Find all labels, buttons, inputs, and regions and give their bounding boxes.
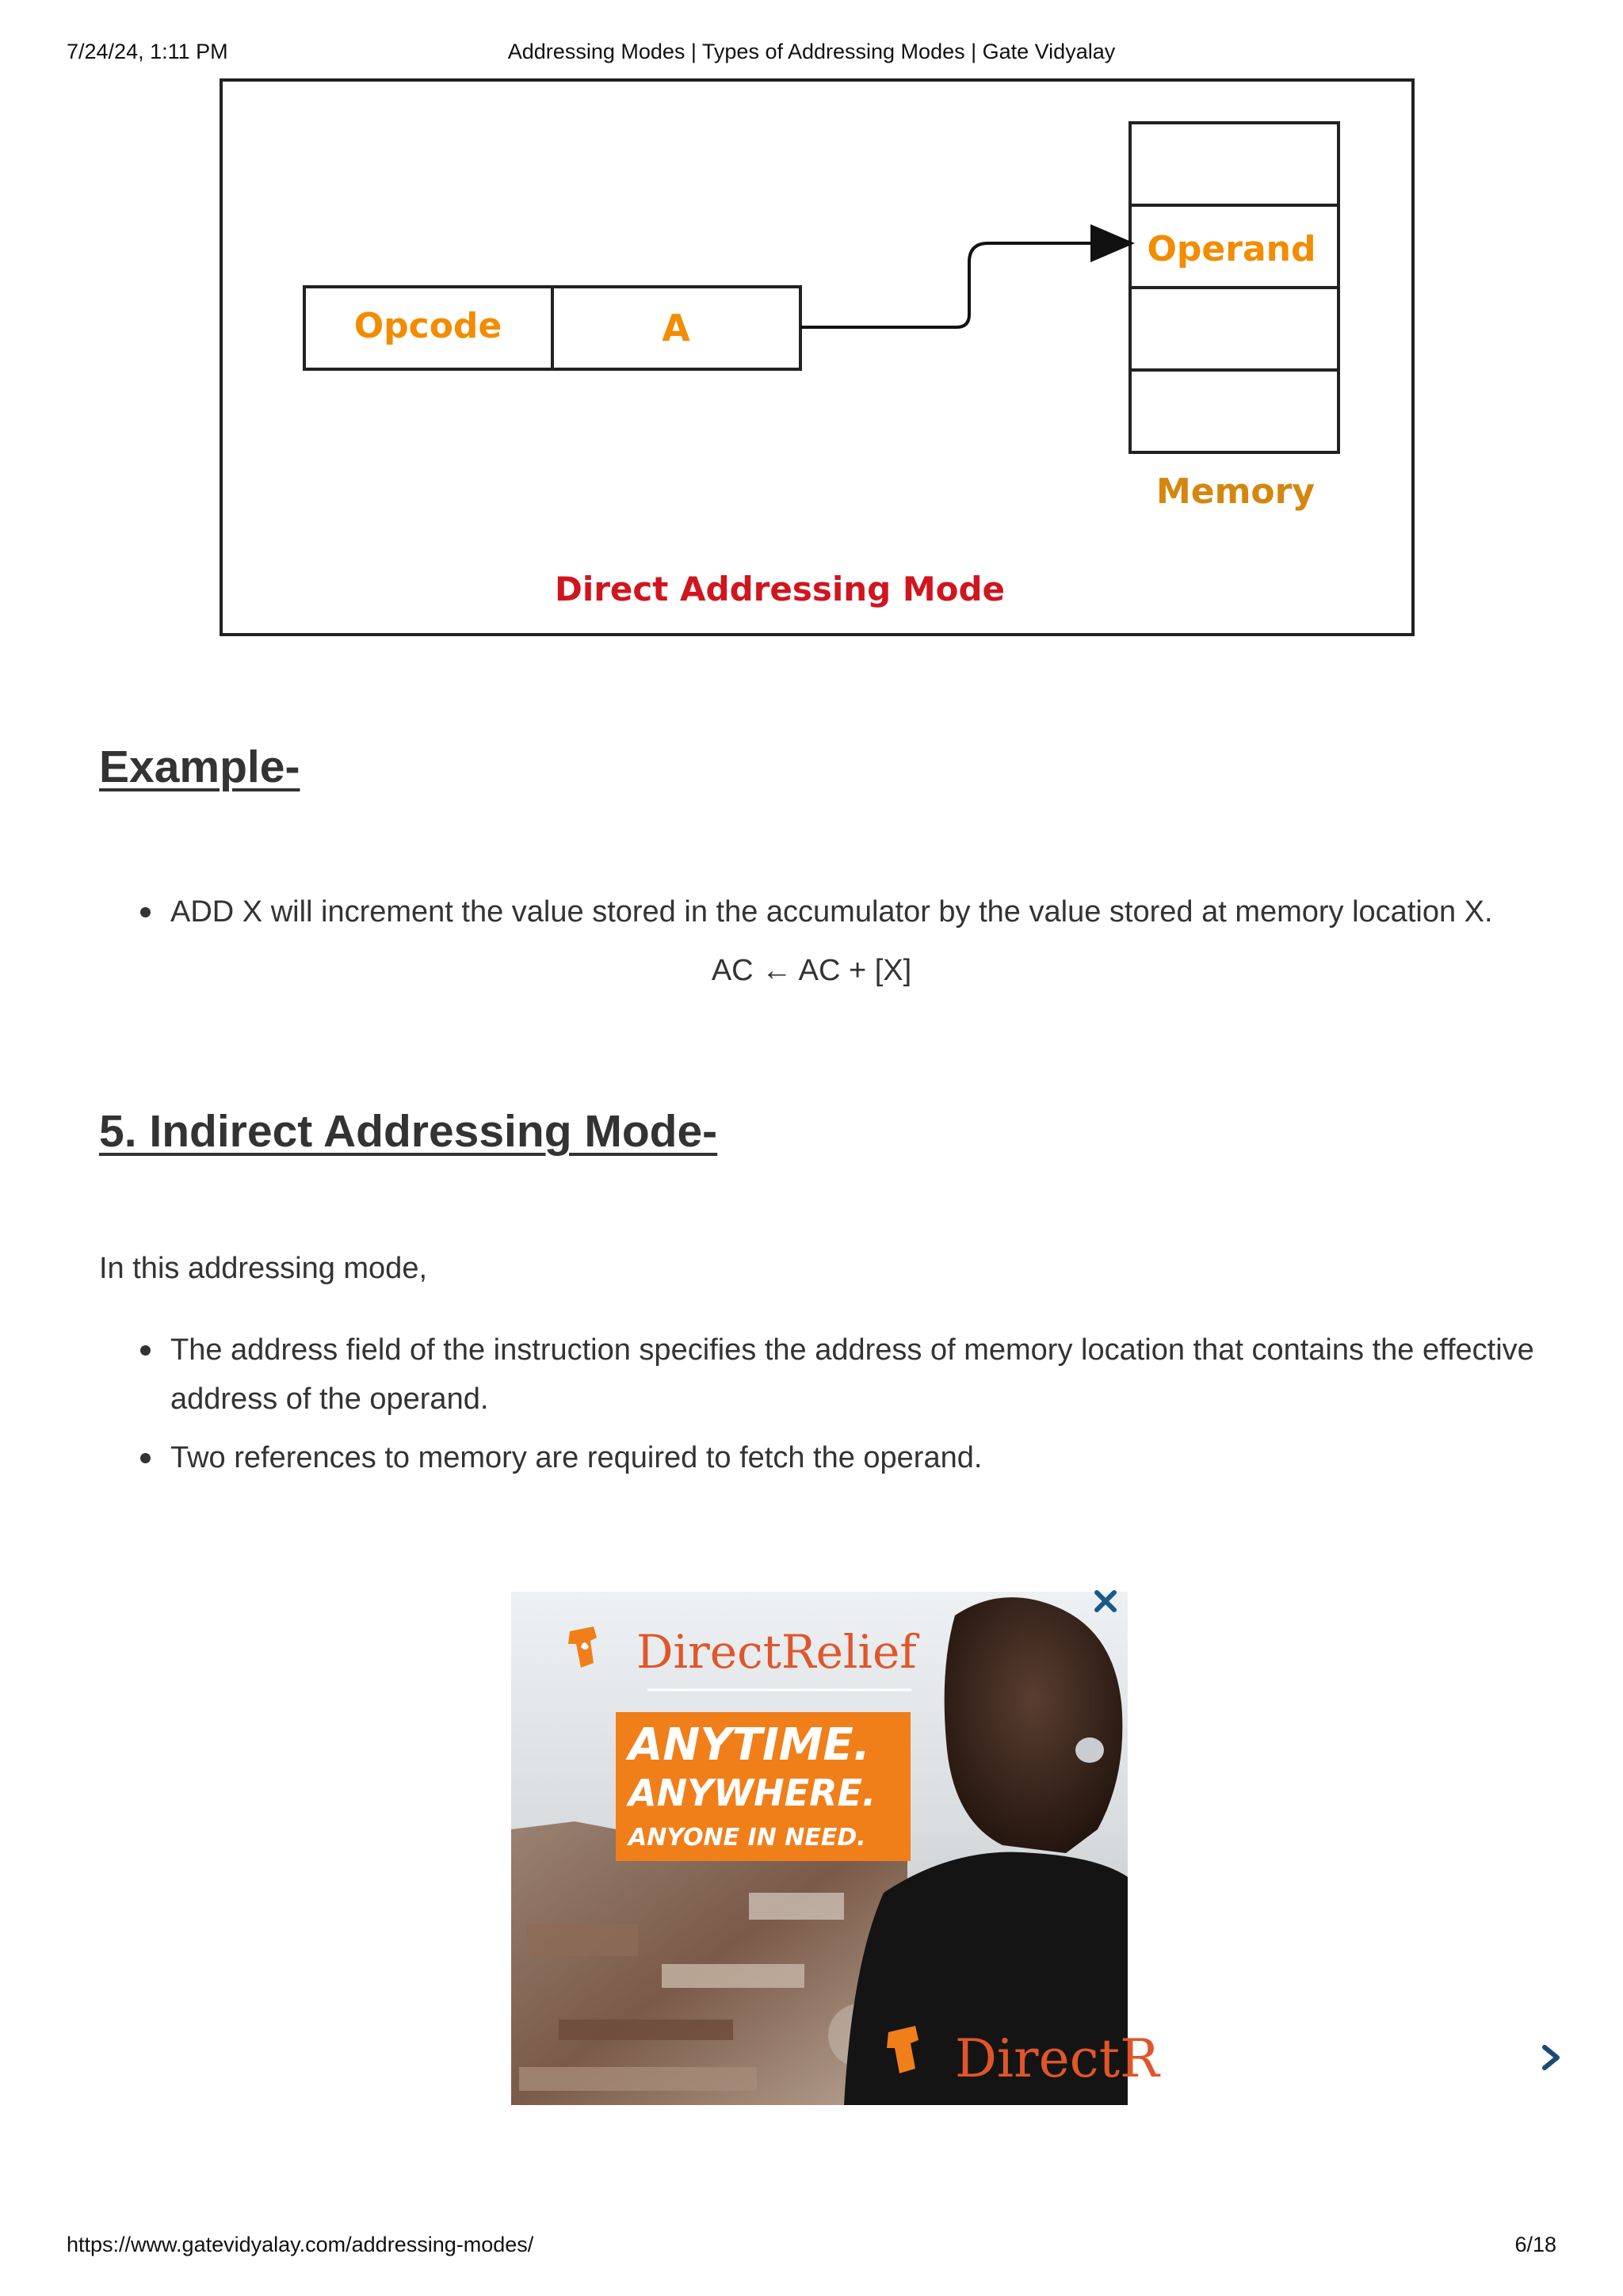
- ad-brand: DirectRelief: [636, 1625, 917, 1679]
- ad-banner[interactable]: [511, 1592, 1159, 2105]
- indirect-bullet-2: Two references to memory are required to fetch the operand.: [170, 1433, 1565, 1482]
- indirect-bullet-1: The address field of the instruction specifies the address of memory location that contains the effective address of the operand.: [170, 1325, 1565, 1424]
- indirect-intro: In this addressing mode,: [99, 1252, 428, 1285]
- print-footer: [67, 2233, 1556, 2264]
- direct-addressing-diagram: [220, 78, 1415, 636]
- opcode-label: Opcode: [353, 306, 502, 346]
- operand-label: Operand: [1147, 229, 1316, 269]
- ad-line-1: ANYTIME.: [628, 1719, 871, 1771]
- memory-cell: [1130, 370, 1338, 452]
- page-number: 6/18: [1514, 2233, 1556, 2256]
- ad-line-3: ANYONE IN NEED.: [628, 1824, 866, 1852]
- print-url: https://www.gatevidyalay.com/addressing-modes/: [67, 2233, 534, 2256]
- example-heading: Example-: [99, 742, 300, 792]
- diagram-canvas: [223, 82, 1411, 633]
- memory-label: Memory: [1155, 471, 1316, 512]
- pointer-arrow: [800, 243, 1128, 327]
- indirect-heading: 5. Indirect Addressing Mode-: [99, 1106, 718, 1157]
- print-title: Addressing Modes | Types of Addressing Modes | Gate Vidyalay: [507, 40, 1116, 63]
- diagram-caption: Direct Addressing Mode: [554, 570, 1006, 608]
- ad-shirt-text: DirectR: [955, 2028, 1159, 2089]
- memory-cell: [1130, 123, 1338, 205]
- chevron-right-icon[interactable]: [1540, 2044, 1562, 2071]
- example-bullet: ADD X will increment the value stored in the accumulator by the value stored at memory location X.: [170, 887, 1565, 936]
- memory-cell: [1130, 288, 1338, 370]
- print-date: 7/24/24, 1:11 PM: [67, 40, 228, 63]
- ad-line-2: ANYWHERE.: [628, 1772, 876, 1814]
- ad-image[interactable]: [511, 1592, 1159, 2105]
- example-formula: AC ← AC + [X]: [711, 954, 912, 987]
- close-icon[interactable]: [1092, 1588, 1119, 1615]
- address-label: A: [662, 307, 690, 349]
- print-header: [67, 40, 1556, 71]
